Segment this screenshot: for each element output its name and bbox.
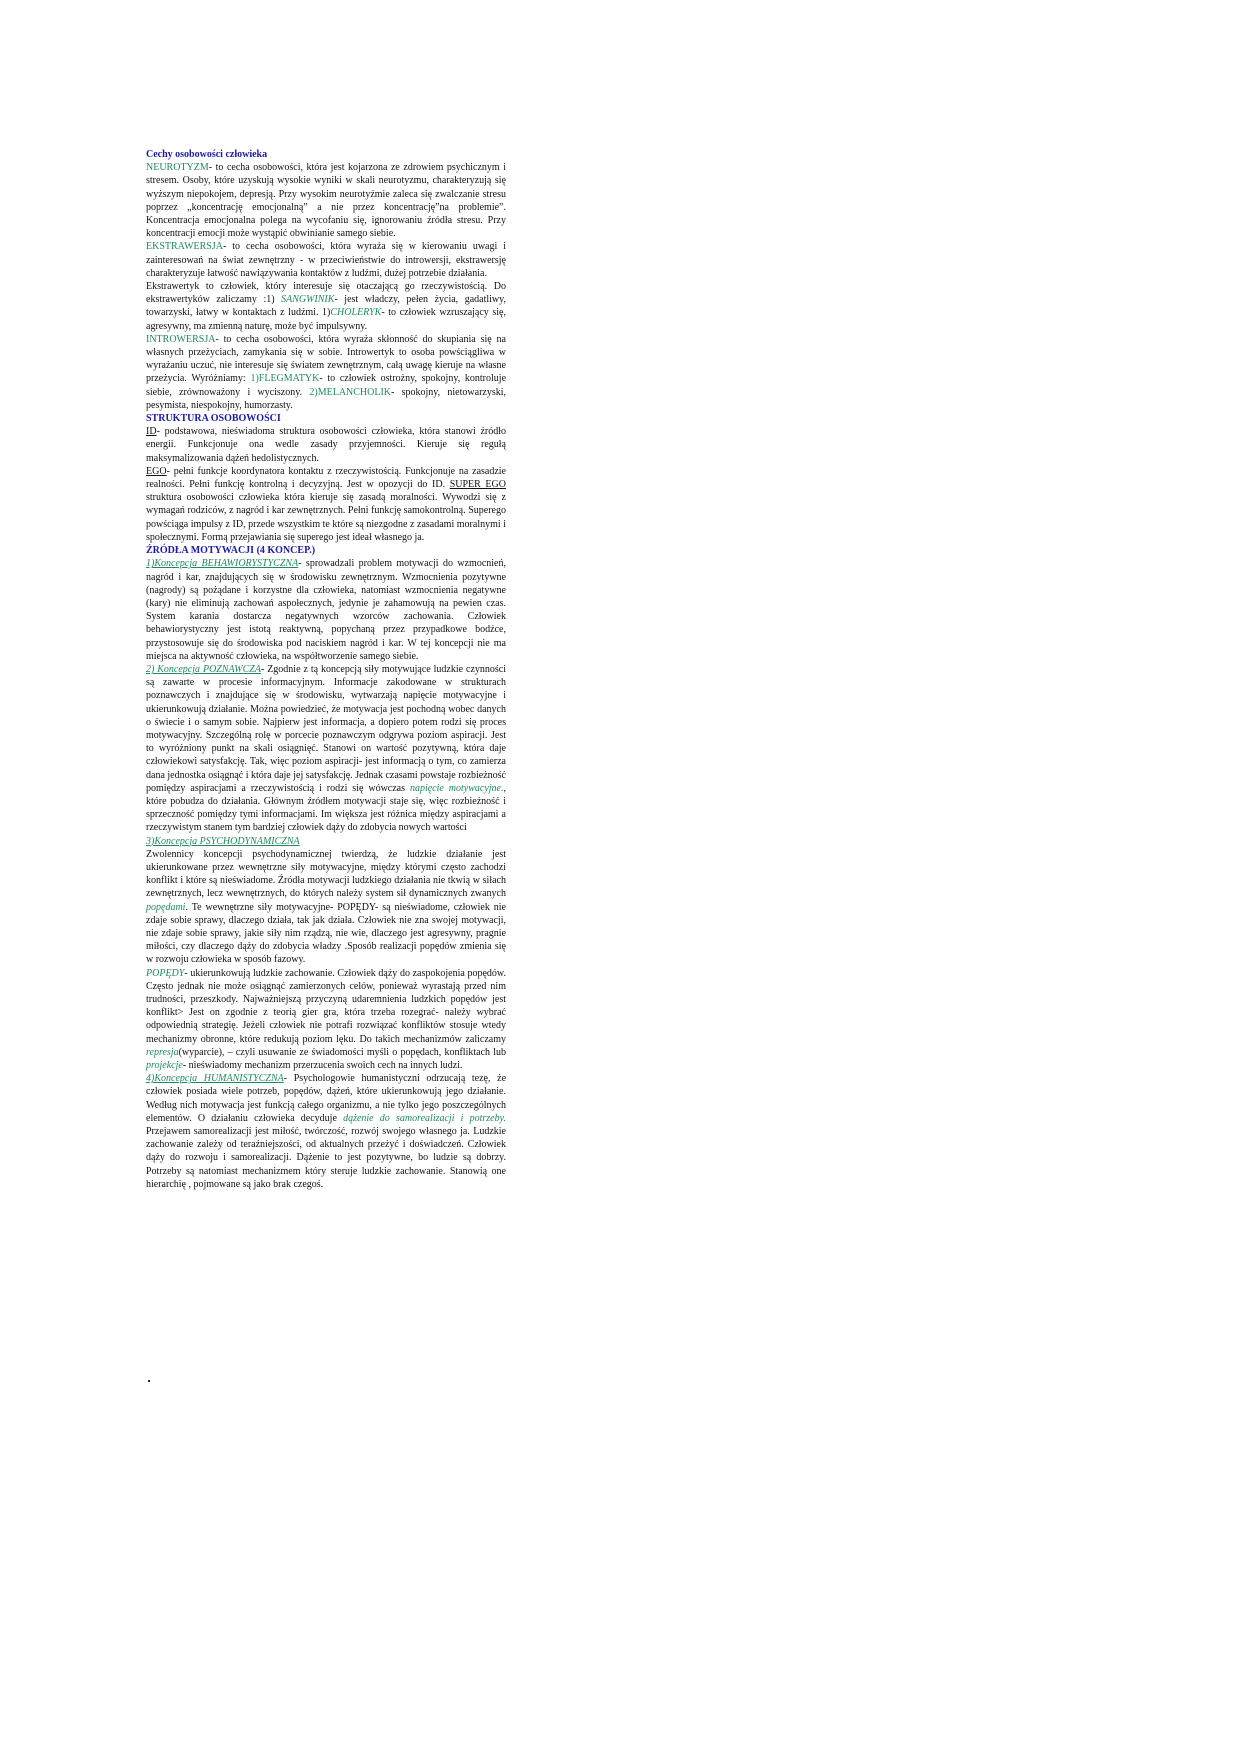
represja-text: (wyparcie), – czyli usuwanie ze świadomości myśli o popędach, konfliktach lub [178,1046,506,1058]
label-koncepcja-poznawcza: 2) Koncepcja POZNAWCZA [146,663,261,675]
ego-text: - pełni funkcje koordynatora kontaktu z rzeczywistością. Funkcjonuje na zasadzie realności. Pełni funkcję kontrolną i decyzyjną. Jest w opozycji do ID. [146,465,506,491]
paragraph-psychodynamiczna-label [146,835,506,848]
term-represja: represja [146,1046,179,1058]
paragraph-neurotyzm [146,161,506,240]
ekstrawersja-text: - to cecha osobowości, która wyraża się w kierowaniu uwagi i zainteresowań na świat zewnętrzny - w przeciwieństwie do introwersji, ekstrawersję charakteryzuje łatwość nawiązywania kontaktów z ludźmi, dużej potrzebie działania. [146,241,506,279]
neurotyzm-text: - to cecha osobowości, która jest kojarzona ze zdrowiem psychicznym i stresem. Osoby, które uzyskują wysokie wyniki w skali neurotyzmu, charakteryzują się wyższym niepokojem, depresją. Przy wysokim neurotyźmie zaleca się zwalczanie stresu poprzez „koncentrację emocjonalną” a nie przez koncentrację”na problemie”. Koncentracja emocjonalna polega na wycofaniu się, ignorowaniu źródła stresu. Przy koncentracji emocji może wystąpić obwinianie samego siebie. [146,162,506,240]
label-koncepcja-psychodynamiczna: 3)Koncepcja PSYCHODYNAMICZNA [146,835,300,847]
flegmatyk-text: - to człowiek ostrożny, spokojny, kontroluje siebie, zrównoważony i wyciszony. [146,373,507,398]
paragraph-behawiorystyczna [146,557,506,663]
heading-zrodla: ŹRÓDŁA MOTYWACJI (4 KONCEP.) [146,545,316,557]
humanistyczna-text-2: Przejawem samorealizacji jest miłość, twórczość, rozwój swojego własnego ja. Ludzkie zachowanie zależy od teraźniejszości, od aktualnych przeżyć i doświadczeń. Człowiek dąży do rozwoju i samorealizacji. Dążenie to jest pozytywne, bo ludzie są dobrzy. Potrzeby są natomiast mechanizmem który steruje ludzkie zachowanie. Stanowią one hierarchię , pojmowane są jako brak czegoś. [146,1126,506,1190]
term-flegmatyk: 1)FLEGMATYK [250,373,320,385]
term-ego: EGO [146,465,167,477]
behawiorystyczna-text: - sprowadzali problem motywacji do wzmocnień, nagród i kar, znajdujących się w środowisku zewnętrznym. Wzmocnienia pozytywne (nagrody) są pożądane i korzystne dla człowieka, natomiast wzmocnienia negatywne (kary) nie eliminują zachowań aspołecznych, jedynie je zahamowują na pewien czas. System karania dostarcza negatywnych wzorców zachowania. Człowiek behawiorystyczny jest istotą reaktywną, popychaną przez przypadkowe bodźce, przystosowuje się do środowiska pod naciskiem nagród i kar. W tej koncepcji nie ma miejsca na aktywność człowieka, na współtworzenie samego siebie. [146,558,506,662]
superego-text: struktura osobowości człowieka która kieruje się zasadą moralności. Wywodzi się z wymagań rodziców, z nagród i kar zewnętrznych. Pełni funkcję samokontrolną. Superego powściąga impulsy z ID, przede wszystkim te które są niezgodne z zasadami moralnymi i społecznymi. Formą przejawiania się superego jest ideał własnego ja. [146,492,506,543]
term-samorealizacja: dążenie do samorealizacji i potrzeby. [343,1112,506,1124]
label-koncepcja-humanistyczna: 4)Koncepcja HUMANISTYCZNA [146,1073,284,1085]
term-ekstrawersja: EKSTRAWERSJA [146,241,223,253]
ekstrawertyk-text: Ekstrawertyk to człowiek, który interesuje się otaczającą go rzeczywistością. Do ekstrawertyków zaliczamy :1) [146,281,506,306]
paragraph-ego [146,465,506,544]
paragraph-introwersja [146,333,506,412]
term-popedy: POPĘDY [146,967,185,979]
term-sangwinik: SANGWINIK [281,294,335,306]
term-melancholik: 2)MELANCHOLIK [309,386,392,398]
term-introwersja: INTROWERSJA [146,333,216,345]
paragraph-humanistyczna [146,1072,506,1191]
psychodynamiczna-text-2: . Te wewnętrzne siły motywacyjne- POPĘDY- są nieświadome, człowiek nie zdaje sobie sprawy, dlaczego działa, tak jak działa. Człowiek nie zna swojej motywacji, nie zdaje sobie sprawy, jakie siły nim rządzą, nie wie, dlaczego jest agresywny, pragnie miłości, czy dlaczego dąży do zdobycia władzy .Sposób realizacji popędów zmienia się w rozwoju człowieka w sposób fazowy. [146,901,506,966]
humanistyczna-text: - Psychologowie humanistyczni odrzucają tezę, że człowiek posiada wiele potrzeb, popędów, dążeń, które ukierunkowują jego działanie. Według nich motywacja jest funkcją całego organizmu, a nie tylko jego poszczególnych elementów. O działaniu człowieka decyduje [146,1073,507,1124]
paragraph-ekstrawertyk [146,280,506,333]
document-body [146,148,506,1191]
document-title: Cechy osobowości człowieka [146,149,268,160]
poznawcza-text: - Zgodnie z tą koncepcją siły motywujące ludzkie czynności są zawarte w procesie informacyjnym. Informacje zakodowane w strukturach poznawczych i znajdujące się w środowisku, wytwarzają napięcie motywacyjne i ukierunkowują działanie. Można powiedzieć, że motywacja jest pochodną wobec danych o świecie i o samym sobie. Najpierw jest informacja, a dopiero potem rodzi się proces motywacyjny. Szczególną rolę w porcecie poznawczym odgrywa poziom aspiracji. Jest to wyróżniony punkt na skali osiągnięć. Stanowi on wartość pozytywną, która daje człowiekowi satysfakcję. Tak, więc poziom aspiracji- jest informacją o tym, co zamierza dana jednostka osiągnąć i która daje jej satysfakcję. Jednak czasami powstaje rozbieżność pomiędzy aspiracjami a rzeczywistością i rodzi się wówczas [146,663,506,794]
label-koncepcja-behawiorystyczna: 1)Koncepcja BEHAWIORYSTYCZNA [146,558,299,570]
paragraph-poznawcza [146,663,506,835]
popedy-text: - ukierunkowują ludzkie zachowanie. Człowiek dąży do zaspokojenia popędów. Często jednak nie może osiągnąć zamierzonych celów, ponieważ wyrastają przed nim trudności, przeszkody. Najważniejszą przyczyną udaremnienia ludzkich popędów jest konflikt> Jest on zgodnie z teorią gier gra, która trzeba rozegrać- należy wybrać odpowiednią strategię. Jeżeli człowiek nie potrafi rozwiązać konfliktów stosuje wtedy mechanizmy obronne, które redukują poziom lęku. Do takich mechanizmów zaliczamy [146,967,506,1045]
term-superego: SUPER EGO [449,479,506,491]
melancholik-text: - spokojny, nietowarzyski, pesymista, niespokojny, humorzasty. [146,386,507,411]
psychodynamiczna-text: Zwolennicy koncepcji psychodynamicznej twierdzą, że ludzkie działanie jest ukierunkowane przez wewnętrzne siły motywacyjne, między którymi często zachodzi konflikt i które są nieświadome. Źródła motywacji ludzkiego działania nie tkwią w siłach zewnętrznych, lecz wewnętrznych, do których należy system sił dynamicznych zwanych [146,848,506,900]
term-id: ID [146,426,157,438]
introwersja-text: - to cecha osobowości, która wyraża skłonność do skupiania się na własnych przeżyciach, zamykania się w sobie. Introwertyk to osoba powściągliwa w wyrażaniu uczuć, nie interesuje się światem zewnętrznym, całą uwagę kieruje na własne przeżycia. Wyróżniamy: [146,333,506,385]
term-choleryk: CHOLERYK [330,307,382,319]
end-mark [148,1380,150,1382]
choleryk-text: - to człowiek wzruszający się, agresywny, ma zmienną naturę, może być impulsywny. [146,307,506,332]
paragraph-ekstrawersja [146,240,506,280]
term-popedami: popędami [146,901,186,913]
poznawcza-text-2: , które pobudza do działania. Głównym źródłem motywacji staje się, więc rozbieżność i sprzeczność pomiędzy tymi informacjami. Im większa jest różnica między aspiracjami a rzeczywistym stanem tym bardziej człowiek dąży do zdobycia nowych wartości [146,782,506,834]
term-projekcje: projekcje [146,1060,183,1072]
projekcje-text: - nieświadomy mechanizm przerzucenia swoich cech na innych ludzi. [182,1060,463,1072]
heading-struktura: STRUKTURA OSOBOWOŚCI [146,413,281,425]
paragraph-psychodynamiczna [146,848,506,967]
paragraph-popedy [146,967,506,1073]
sangwinik-text: - jest władczy, pełen życia, gadatliwy, towarzyski, łatwy w kontaktach z ludźmi. 1) [146,294,506,319]
id-text: - podstawowa, nieświadoma struktura osobowości człowieka, która stanowi źródło energii. Funkcjonuje ona wedle zasady przyjemności. Kieruje się regułą maksymalizowania dążeń hedolistycznych. [146,426,506,464]
term-napiecie-motywacyjne: napięcie motywacyjne. [409,782,504,794]
paragraph-id [146,425,506,465]
term-neurotyzm: NEUROTYZM [146,162,209,174]
